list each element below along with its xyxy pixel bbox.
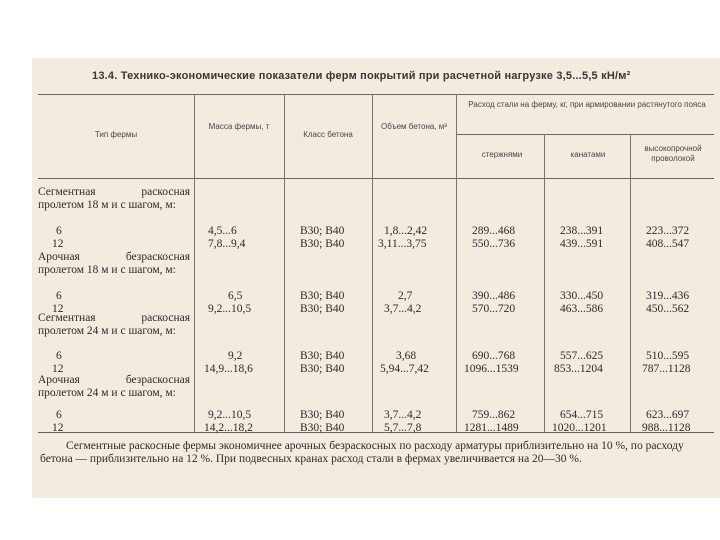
group-3-concrete-6: В30; В40 [300, 350, 345, 362]
group-2-strands-6: 330...450 [560, 290, 604, 302]
group-2-step-6: 6 [56, 290, 62, 302]
group-1-volume-12: 3,11...3,75 [378, 238, 427, 250]
group-1-concrete-12: В30; В40 [300, 238, 345, 250]
group-2-step-12: 12 [52, 303, 64, 315]
group-3-rods-6: 690...768 [472, 350, 516, 362]
group-4-rods-6: 759...862 [472, 409, 516, 421]
group-3-step-6: 6 [56, 350, 62, 362]
header-bottom-rule [38, 178, 714, 179]
group-3-mass-6: 9,2 [228, 350, 243, 362]
header-truss-type: Тип фермы [94, 130, 138, 139]
column-divider-2 [284, 94, 285, 432]
group-3-rods-12: 1096...1539 [464, 363, 519, 375]
group-4-concrete-6: В30; В40 [300, 409, 345, 421]
group-2-mass-6: 6,5 [228, 290, 243, 302]
group-2-wire-6: 319...436 [646, 290, 690, 302]
group-3-volume-6: 3,68 [396, 350, 417, 362]
group-3-wire-6: 510...595 [646, 350, 690, 362]
group-2-concrete-6: В30; В40 [300, 290, 345, 302]
group-3-description: Сегментная раскосная пролетом 24 м и с шагом, м: [38, 312, 190, 337]
group-1-step-12: 12 [52, 238, 64, 250]
group-1-description: Сегментная раскосная пролетом 18 м и с шагом, м: [38, 186, 190, 211]
group-2-rods-12: 570...720 [472, 303, 516, 315]
group-2-volume-6: 2,7 [398, 290, 413, 302]
group-2-volume-12: 3,7...4,2 [384, 303, 422, 315]
column-divider-3 [372, 94, 373, 432]
header-concrete-class: Класс бетона [303, 130, 353, 139]
group-4-mass-12: 14,2...18,2 [204, 422, 253, 434]
group-1-concrete-6: В30; В40 [300, 225, 345, 237]
group-3-mass-12: 14,9...18,6 [204, 363, 253, 375]
group-2-concrete-12: В30; В40 [300, 303, 345, 315]
group-4-step-12: 12 [52, 422, 64, 434]
table-bottom-rule [38, 432, 714, 433]
column-divider-1 [194, 94, 195, 432]
group-1-step-6: 6 [56, 225, 62, 237]
group-4-step-6: 6 [56, 409, 62, 421]
group-2-strands-12: 463...586 [560, 303, 604, 315]
header-steel-consumption: Расход стали на ферму, кг, при армировании растянутого пояса [468, 100, 706, 109]
group-2-rods-6: 390...486 [472, 290, 516, 302]
group-3-volume-12: 5,94...7,42 [380, 363, 429, 375]
group-4-concrete-12: В30; В40 [300, 422, 345, 434]
header-rods: стержнями [481, 150, 523, 159]
group-4-wire-6: 623...697 [646, 409, 690, 421]
group-4-volume-6: 3,7...4,2 [384, 409, 422, 421]
header-high-strength-wire: высокопрочной проволокой [644, 144, 702, 163]
header-strands: канатами [570, 150, 606, 159]
group-1-rods-12: 550...736 [472, 238, 516, 250]
group-3-step-12: 12 [52, 363, 64, 375]
column-divider-5 [544, 134, 545, 432]
group-2-wire-12: 450...562 [646, 303, 690, 315]
group-4-wire-12: 988...1128 [642, 422, 691, 434]
table-top-rule [38, 94, 714, 95]
group-2-description: Арочная безраскосная пролетом 18 м и с шагом, м: [38, 251, 190, 276]
column-divider-4 [456, 94, 457, 432]
group-3-strands-6: 557...625 [560, 350, 604, 362]
group-1-wire-6: 223...372 [646, 225, 690, 237]
header-truss-mass: Масса фермы, т [208, 122, 270, 131]
header-concrete-volume: Объем бетона, м³ [381, 122, 447, 131]
group-1-volume-6: 1,8...2,42 [384, 225, 428, 237]
group-1-mass-6: 4,5...6 [208, 225, 237, 237]
group-3-concrete-12: В30; В40 [300, 363, 345, 375]
group-4-mass-6: 9,2...10,5 [208, 409, 252, 421]
table-title: 13.4. Технико-экономические показатели ферм покрытий при расчетной нагрузке 3,5...5,5 кН/м² [92, 70, 631, 82]
column-divider-6 [630, 134, 631, 432]
group-1-wire-12: 408...547 [646, 238, 690, 250]
group-4-rods-12: 1281...1489 [464, 422, 519, 434]
group-4-strands-6: 654...715 [560, 409, 604, 421]
group-1-rods-6: 289...468 [472, 225, 516, 237]
group-3-strands-12: 853...1204 [554, 363, 603, 375]
group-1-strands-6: 238...391 [560, 225, 604, 237]
group-1-mass-12: 7,8...9,4 [208, 238, 246, 250]
group-4-description: Арочная безраскосная пролетом 24 м и с шагом, м: [38, 374, 190, 399]
group-4-volume-12: 5,7...7,8 [384, 422, 422, 434]
steel-subheader-rule [456, 134, 714, 135]
group-3-wire-12: 787...1128 [642, 363, 691, 375]
group-2-mass-12: 9,2...10,5 [208, 303, 252, 315]
group-1-strands-12: 439...591 [560, 238, 604, 250]
group-4-strands-12: 1020...1201 [552, 422, 607, 434]
table-footnote: Сегментные раскосные фермы экономичнее арочных безраскосных по расходу арматуры приблизительно на 10 %, по расходу бетона — приблизительно на 12 %. При подвесных кранах расход стали в фермах увеличивается на 20—30 %. [40, 440, 684, 465]
scanned-table-page [32, 58, 720, 498]
